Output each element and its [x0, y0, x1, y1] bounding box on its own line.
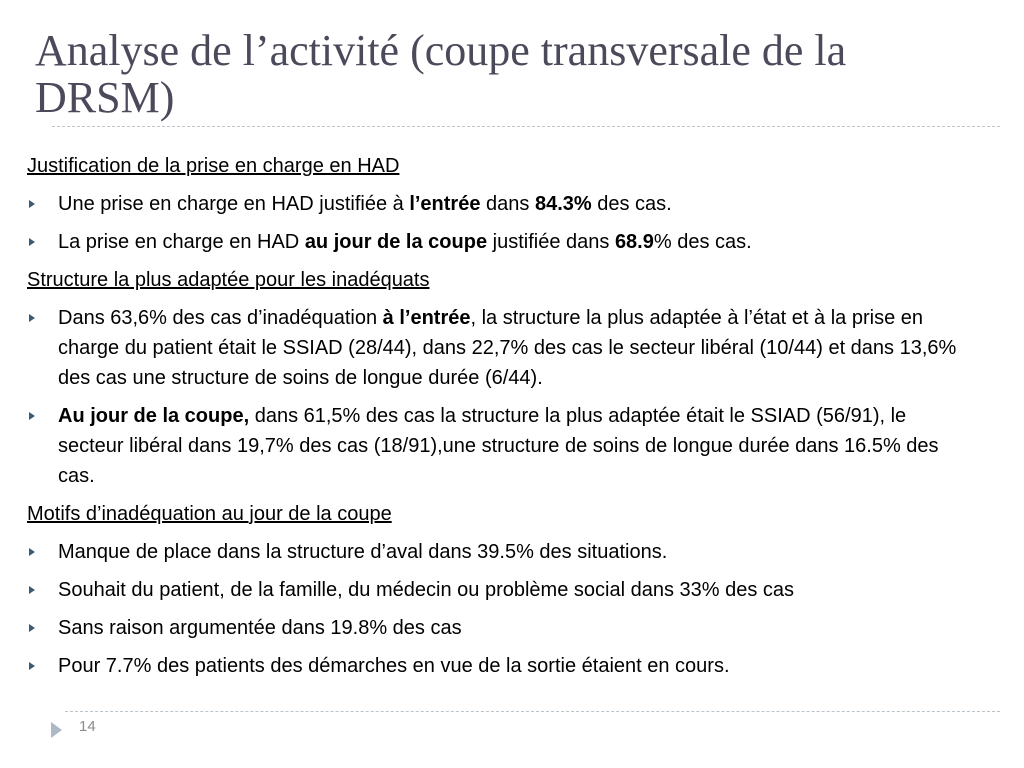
bullet-text: Dans 63,6% des cas d’inadéquation: [58, 307, 383, 329]
bullet-emphasis: à l’entrée: [382, 307, 471, 329]
page-number: 14: [79, 718, 96, 735]
bullet-text: Pour 7.7% des patients des démarches en vue de la sortie étaient en cours.: [58, 655, 730, 677]
bullet-motif-souhait: [27, 575, 967, 605]
bullet-structure-coupe: [27, 401, 967, 491]
bullet-emphasis: au jour de la coupe: [304, 231, 488, 253]
bullet-emphasis: Au jour de la coupe,: [58, 405, 250, 427]
triangle-bullet-icon: [29, 548, 35, 556]
bullet-entry-justification: [27, 189, 967, 219]
triangle-bullet-icon: [29, 412, 35, 420]
slide-content: [27, 151, 967, 689]
triangle-bullet-icon: [29, 662, 35, 670]
title-divider: [52, 126, 1000, 127]
triangle-bullet-icon: [29, 624, 35, 632]
bullet-text: justifiée dans: [487, 231, 615, 253]
triangle-bullet-icon: [29, 238, 35, 246]
triangle-bullet-icon: [29, 586, 35, 594]
bullet-text: La prise en charge en HAD: [58, 231, 305, 253]
bullet-structure-entry: [27, 303, 967, 393]
bullet-percentage: 84.3%: [534, 193, 592, 215]
bullet-text: dans: [480, 193, 535, 215]
section-heading-motifs: Motifs d’inadéquation au jour de la coupe: [27, 503, 392, 525]
bullet-text: des cas.: [591, 193, 672, 215]
bullet-text: % des cas.: [653, 231, 752, 253]
triangle-bullet-icon: [29, 200, 35, 208]
bullet-text: Une prise en charge en HAD justifiée à: [58, 193, 410, 215]
slide-title: Analyse de l’activité (coupe transversale de la DRSM): [35, 26, 847, 122]
section-heading-structure: Structure la plus adaptée pour les inadéquats: [27, 269, 430, 291]
bullet-motif-demarches: [27, 651, 967, 681]
bullet-coupe-justification: [27, 227, 967, 257]
triangle-arrow-icon: [51, 722, 62, 738]
bullet-motif-place: [27, 537, 967, 567]
bullet-text: Sans raison argumentée dans 19.8% des cas: [58, 617, 462, 639]
bullet-emphasis: l’entrée: [409, 193, 481, 215]
triangle-bullet-icon: [29, 314, 35, 322]
section-heading-justification: Justification de la prise en charge en HAD: [27, 155, 400, 177]
bullet-text: dans 61,5% des cas la structure la plus adaptée était le SSIAD (56/91), le secteur libéral dans 19,7% des cas (18/91),une structure de soins de longue durée dans 16.5% des cas.: [58, 405, 939, 487]
footer-divider: [65, 711, 1000, 712]
bullet-text: Manque de place dans la structure d’aval dans 39.5% des situations.: [58, 541, 668, 563]
bullet-text: Souhait du patient, de la famille, du médecin ou problème social dans 33% des cas: [58, 579, 795, 601]
bullet-text: , la structure la plus adaptée à l’état et à la prise en charge du patient était le SSIAD (28/44), dans 22,7% des cas le secteur libéral (10/44) et dans 13,6% des cas une structure de soins de longue durée (6/44).: [58, 307, 957, 389]
bullet-percentage: 68.9: [614, 231, 654, 253]
bullet-motif-sans-raison: [27, 613, 967, 643]
